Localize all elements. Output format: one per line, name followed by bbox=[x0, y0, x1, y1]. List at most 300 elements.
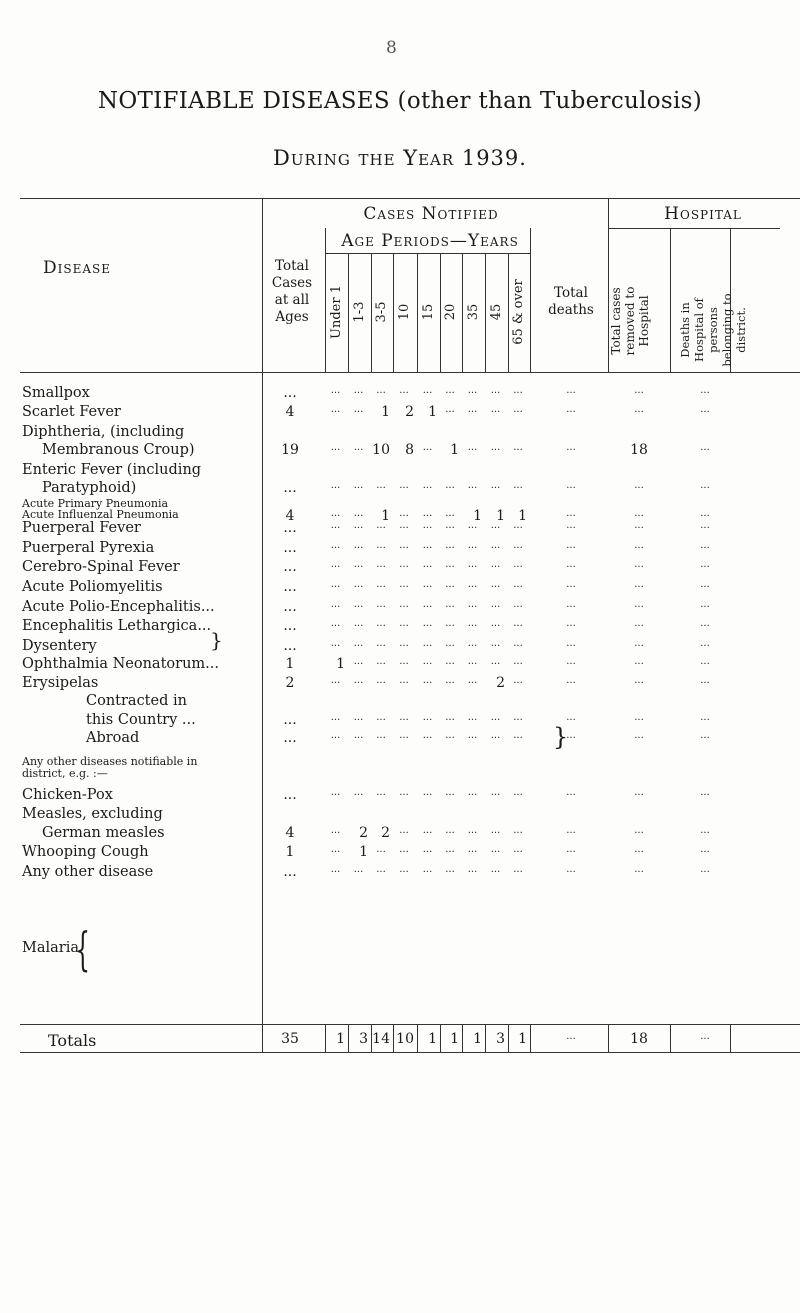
column-rule bbox=[393, 253, 394, 372]
age-cell: 1 bbox=[473, 508, 482, 524]
header-removed-to-hospital: Total cases removed to Hospital bbox=[609, 286, 651, 356]
column-rule bbox=[670, 1024, 671, 1052]
column-rule bbox=[485, 253, 486, 372]
deaths-cell: ... bbox=[566, 442, 576, 453]
age-cell: ... bbox=[330, 559, 341, 570]
age-cell: ... bbox=[445, 656, 455, 667]
header-age-periods: Age Periods—Years bbox=[341, 231, 519, 251]
age-cell: ... bbox=[330, 442, 341, 453]
age-cell: ... bbox=[513, 520, 523, 531]
age-cell: ... bbox=[330, 787, 341, 798]
age-cell: ... bbox=[467, 712, 478, 723]
age-cell: ... bbox=[513, 442, 523, 453]
deaths-cell: ... bbox=[566, 730, 576, 741]
age-col-header: 35 bbox=[465, 303, 481, 321]
age-cell: ... bbox=[376, 844, 386, 855]
age-cell: ... bbox=[490, 638, 501, 649]
hosp-deaths-cell: ... bbox=[700, 508, 710, 519]
age-cell: ... bbox=[376, 864, 386, 875]
age-cell: ... bbox=[467, 730, 478, 741]
hosp-deaths-cell: ... bbox=[700, 442, 710, 453]
row-rule bbox=[608, 228, 780, 229]
hosp-deaths-cell: ... bbox=[700, 675, 710, 686]
age-cell: ... bbox=[490, 712, 501, 723]
age-cell: ... bbox=[490, 404, 501, 415]
total-cases-cell: ... bbox=[283, 520, 297, 536]
age-cell: ... bbox=[422, 730, 433, 741]
age-cell: ... bbox=[399, 712, 409, 723]
row-rule bbox=[325, 253, 530, 254]
totals-age-cell: 14 bbox=[372, 1031, 390, 1047]
age-cell: ... bbox=[353, 638, 364, 649]
age-cell: ... bbox=[445, 712, 455, 723]
hosp-deaths-cell: ... bbox=[700, 579, 710, 590]
deaths-cell: ... bbox=[566, 508, 576, 519]
removed-cell: ... bbox=[634, 520, 644, 531]
age-cell: ... bbox=[330, 844, 341, 855]
age-cell: ... bbox=[490, 825, 501, 836]
age-cell: ... bbox=[353, 599, 364, 610]
age-cell: ... bbox=[330, 520, 341, 531]
page-title: NOTIFIABLE DISEASES (other than Tuberculosis) bbox=[97, 88, 703, 114]
disease-label: Abroad bbox=[86, 730, 140, 746]
removed-cell: ... bbox=[634, 385, 644, 396]
age-cell: ... bbox=[467, 787, 478, 798]
age-cell: ... bbox=[353, 559, 364, 570]
disease-label: Any other disease bbox=[22, 864, 154, 880]
age-cell: ... bbox=[399, 385, 409, 396]
disease-label: Chicken-Pox bbox=[22, 787, 113, 803]
totals-age-cell: 1 bbox=[428, 1031, 437, 1047]
disease-label: Scarlet Fever bbox=[22, 404, 121, 420]
age-cell: ... bbox=[330, 579, 341, 590]
age-cell: ... bbox=[467, 579, 478, 590]
disease-label: German measles bbox=[42, 825, 165, 841]
age-cell: ... bbox=[330, 599, 341, 610]
disease-label: Diphtheria, (including bbox=[22, 424, 185, 440]
age-cell: ... bbox=[467, 825, 478, 836]
age-cell: ... bbox=[490, 656, 501, 667]
page-subtitle: During the Year 1939. bbox=[273, 146, 527, 170]
age-cell: ... bbox=[399, 675, 409, 686]
age-cell: 2 bbox=[405, 404, 414, 420]
disease-label: Membranous Croup) bbox=[42, 442, 195, 458]
age-cell: ... bbox=[376, 675, 386, 686]
age-cell: ... bbox=[513, 675, 523, 686]
age-cell: ... bbox=[399, 520, 409, 531]
age-cell: ... bbox=[376, 540, 386, 551]
totals-label: Totals bbox=[48, 1031, 97, 1050]
column-rule bbox=[262, 198, 263, 1052]
hosp-deaths-cell: ... bbox=[700, 787, 710, 798]
age-cell: 2 bbox=[496, 675, 505, 691]
removed-cell: ... bbox=[634, 712, 644, 723]
age-cell: ... bbox=[467, 599, 478, 610]
column-rule bbox=[670, 228, 671, 372]
hosp-deaths-cell: ... bbox=[700, 480, 710, 491]
disease-label: Acute Primary Pneumonia bbox=[22, 497, 169, 510]
age-cell: ... bbox=[376, 559, 386, 570]
totals-removed-cell: 18 bbox=[630, 1031, 648, 1047]
age-cell: ... bbox=[330, 712, 341, 723]
age-cell: ... bbox=[330, 730, 341, 741]
age-cell: ... bbox=[353, 404, 364, 415]
age-cell: ... bbox=[422, 656, 433, 667]
malaria-label: Malaria bbox=[22, 940, 79, 956]
deaths-cell: ... bbox=[566, 618, 576, 629]
deaths-cell: ... bbox=[566, 638, 576, 649]
age-cell: ... bbox=[513, 579, 523, 590]
deaths-cell: ... bbox=[566, 787, 576, 798]
totals-age-cell: 1 bbox=[450, 1031, 459, 1047]
age-cell: ... bbox=[490, 599, 501, 610]
removed-cell: ... bbox=[634, 508, 644, 519]
total-cases-cell: ... bbox=[283, 540, 297, 556]
total-cases-cell: 4 bbox=[285, 825, 295, 841]
age-cell: ... bbox=[376, 618, 386, 629]
age-cell: 1 bbox=[336, 656, 345, 672]
deaths-cell: ... bbox=[566, 579, 576, 590]
age-cell: ... bbox=[330, 404, 341, 415]
age-cell: ... bbox=[353, 579, 364, 590]
age-cell: ... bbox=[399, 618, 409, 629]
deaths-cell: ... bbox=[566, 825, 576, 836]
age-cell: ... bbox=[376, 638, 386, 649]
totals-deaths-cell: ... bbox=[566, 1031, 576, 1042]
age-cell: ... bbox=[422, 864, 433, 875]
age-cell: ... bbox=[513, 864, 523, 875]
disease-label: Smallpox bbox=[22, 385, 90, 401]
hosp-deaths-cell: ... bbox=[700, 559, 710, 570]
age-cell: ... bbox=[399, 825, 409, 836]
age-cell: ... bbox=[467, 404, 478, 415]
removed-cell: ... bbox=[634, 864, 644, 875]
deaths-cell: ... bbox=[566, 520, 576, 531]
column-rule bbox=[530, 1024, 531, 1052]
hosp-deaths-cell: ... bbox=[700, 864, 710, 875]
age-cell: ... bbox=[490, 385, 501, 396]
hosp-deaths-cell: ... bbox=[700, 825, 710, 836]
age-cell: ... bbox=[513, 480, 523, 491]
age-cell: ... bbox=[376, 385, 386, 396]
removed-cell: ... bbox=[634, 540, 644, 551]
age-cell: ... bbox=[399, 864, 409, 875]
deaths-cell: ... bbox=[566, 844, 576, 855]
age-cell: ... bbox=[330, 618, 341, 629]
header-deaths-in-hospital: Deaths in Hospital of persons belonging to district. bbox=[678, 293, 748, 367]
total-cases-cell: 19 bbox=[281, 442, 299, 458]
malaria-brace: { bbox=[75, 922, 90, 976]
removed-cell: ... bbox=[634, 656, 644, 667]
age-cell: ... bbox=[513, 638, 523, 649]
age-cell: ... bbox=[445, 675, 455, 686]
totals-age-cell: 3 bbox=[496, 1031, 505, 1047]
age-cell: ... bbox=[353, 730, 364, 741]
age-cell: ... bbox=[445, 599, 455, 610]
age-cell: ... bbox=[513, 844, 523, 855]
total-cases-cell: 1 bbox=[285, 656, 295, 672]
hosp-deaths-cell: ... bbox=[700, 638, 710, 649]
age-cell: ... bbox=[467, 618, 478, 629]
disease-label: this Country ... bbox=[86, 712, 196, 728]
total-cases-cell: ... bbox=[283, 559, 297, 575]
age-cell: ... bbox=[422, 480, 433, 491]
column-rule bbox=[730, 1024, 731, 1052]
age-cell: ... bbox=[445, 559, 455, 570]
age-cell: ... bbox=[513, 730, 523, 741]
age-cell: ... bbox=[445, 825, 455, 836]
removed-cell: ... bbox=[634, 404, 644, 415]
age-cell: ... bbox=[376, 787, 386, 798]
row-rule bbox=[20, 1052, 800, 1053]
age-cell: ... bbox=[353, 385, 364, 396]
pneumonia-brace: } bbox=[210, 628, 223, 652]
header-hospital: Hospital bbox=[664, 204, 742, 224]
age-cell: ... bbox=[490, 787, 501, 798]
age-cell: ... bbox=[330, 825, 341, 836]
age-cell: ... bbox=[422, 599, 433, 610]
deaths-cell: ... bbox=[566, 480, 576, 491]
column-rule bbox=[348, 253, 349, 372]
deaths-cell: ... bbox=[566, 656, 576, 667]
age-cell: 1 bbox=[381, 508, 390, 524]
removed-cell: ... bbox=[634, 844, 644, 855]
age-cell: ... bbox=[445, 520, 455, 531]
age-cell: ... bbox=[445, 540, 455, 551]
age-cell: ... bbox=[445, 787, 455, 798]
age-cell: 1 bbox=[450, 442, 459, 458]
age-cell: ... bbox=[422, 540, 433, 551]
age-cell: ... bbox=[490, 559, 501, 570]
age-cell: 2 bbox=[381, 825, 390, 841]
total-cases-cell: ... bbox=[283, 579, 297, 595]
age-cell: ... bbox=[467, 520, 478, 531]
age-cell: ... bbox=[399, 730, 409, 741]
age-cell: ... bbox=[445, 864, 455, 875]
age-cell: ... bbox=[490, 864, 501, 875]
hosp-deaths-cell: ... bbox=[700, 656, 710, 667]
age-cell: ... bbox=[353, 787, 364, 798]
age-cell: ... bbox=[399, 844, 409, 855]
age-cell: ... bbox=[490, 579, 501, 590]
page-number: 8 bbox=[386, 38, 397, 58]
age-cell: ... bbox=[376, 712, 386, 723]
age-cell: ... bbox=[467, 480, 478, 491]
age-cell: 1 bbox=[496, 508, 505, 524]
header-disease: Disease bbox=[43, 258, 111, 278]
age-cell: ... bbox=[490, 520, 501, 531]
total-cases-cell: ... bbox=[283, 787, 297, 803]
age-cell: ... bbox=[330, 480, 341, 491]
header-cases-notified: Cases Notified bbox=[363, 204, 499, 224]
hosp-deaths-cell: ... bbox=[700, 540, 710, 551]
disease-label: Ophthalmia Neonatorum... bbox=[22, 656, 219, 672]
age-cell: ... bbox=[467, 675, 478, 686]
age-cell: ... bbox=[422, 787, 433, 798]
age-cell: ... bbox=[353, 618, 364, 629]
age-cell: ... bbox=[513, 656, 523, 667]
row-rule bbox=[20, 1024, 800, 1025]
age-cell: ... bbox=[422, 675, 433, 686]
age-cell: ... bbox=[467, 656, 478, 667]
age-cell: ... bbox=[330, 864, 341, 875]
column-rule bbox=[462, 253, 463, 372]
deaths-cell: ... bbox=[566, 404, 576, 415]
age-cell: ... bbox=[353, 480, 364, 491]
disease-label: Measles, excluding bbox=[22, 806, 163, 822]
disease-label: Enteric Fever (including bbox=[22, 462, 202, 478]
age-cell: ... bbox=[353, 520, 364, 531]
total-cases-cell: ... bbox=[283, 385, 297, 401]
puerperal-brace: } bbox=[553, 723, 569, 751]
age-cell: ... bbox=[376, 656, 386, 667]
total-cases-cell: 4 bbox=[285, 508, 295, 524]
deaths-cell: ... bbox=[566, 385, 576, 396]
age-cell: ... bbox=[513, 599, 523, 610]
age-col-header: 1-3 bbox=[351, 301, 367, 323]
totals-age-cell: 1 bbox=[473, 1031, 482, 1047]
age-cell: ... bbox=[513, 540, 523, 551]
age-cell: ... bbox=[467, 864, 478, 875]
disease-label: Erysipelas bbox=[22, 675, 99, 691]
age-cell: ... bbox=[445, 730, 455, 741]
age-cell: 2 bbox=[359, 825, 368, 841]
age-cell: ... bbox=[422, 385, 433, 396]
age-cell: ... bbox=[467, 540, 478, 551]
total-cases-cell: ... bbox=[283, 730, 297, 746]
totals-hosp-deaths-cell: ... bbox=[700, 1031, 710, 1042]
age-cell: ... bbox=[376, 599, 386, 610]
row-rule bbox=[20, 198, 800, 199]
hosp-deaths-cell: ... bbox=[700, 599, 710, 610]
age-cell: ... bbox=[422, 508, 433, 519]
totals-age-cell: 1 bbox=[336, 1031, 345, 1047]
age-cell: ... bbox=[399, 579, 409, 590]
removed-cell: ... bbox=[634, 730, 644, 741]
disease-label: Cerebro-Spinal Fever bbox=[22, 559, 180, 575]
age-cell: ... bbox=[353, 712, 364, 723]
age-cell: ... bbox=[353, 656, 364, 667]
age-cell: ... bbox=[399, 638, 409, 649]
deaths-cell: ... bbox=[566, 559, 576, 570]
age-col-header: 3-5 bbox=[374, 301, 389, 323]
age-cell: 1 bbox=[428, 404, 437, 420]
age-cell: ... bbox=[513, 618, 523, 629]
total-cases-cell: 4 bbox=[285, 404, 295, 420]
age-col-header: 65 & over bbox=[511, 279, 526, 345]
disease-label: Acute Polio-Encephalitis... bbox=[22, 599, 215, 615]
age-cell: ... bbox=[422, 442, 433, 453]
age-cell: ... bbox=[490, 844, 501, 855]
age-cell: ... bbox=[330, 675, 341, 686]
deaths-cell: ... bbox=[566, 864, 576, 875]
disease-label: Paratyphoid) bbox=[42, 480, 137, 496]
age-cell: ... bbox=[445, 579, 455, 590]
age-cell: ... bbox=[422, 579, 433, 590]
disease-label: Whooping Cough bbox=[22, 844, 149, 860]
disease-label: Any other diseases notifiable in bbox=[22, 755, 198, 768]
age-cell: ... bbox=[467, 385, 478, 396]
age-cell: ... bbox=[490, 730, 501, 741]
age-cell: ... bbox=[490, 442, 501, 453]
removed-cell: 18 bbox=[630, 442, 648, 458]
hosp-deaths-cell: ... bbox=[700, 618, 710, 629]
age-cell: ... bbox=[376, 520, 386, 531]
age-cell: ... bbox=[353, 540, 364, 551]
total-cases-cell: ... bbox=[283, 480, 297, 496]
age-cell: 1 bbox=[359, 844, 368, 860]
age-cell: ... bbox=[330, 385, 341, 396]
age-cell: ... bbox=[422, 618, 433, 629]
age-cell: ... bbox=[445, 385, 455, 396]
age-col-header: 20 bbox=[443, 303, 458, 321]
hosp-deaths-cell: ... bbox=[700, 385, 710, 396]
column-rule bbox=[508, 253, 509, 372]
age-cell: ... bbox=[513, 385, 523, 396]
deaths-cell: ... bbox=[566, 540, 576, 551]
age-cell: ... bbox=[399, 480, 409, 491]
removed-cell: ... bbox=[634, 618, 644, 629]
removed-cell: ... bbox=[634, 675, 644, 686]
age-col-header: 10 bbox=[397, 303, 412, 321]
age-cell: ... bbox=[376, 730, 386, 741]
disease-label: Encephalitis Lethargica... bbox=[22, 618, 212, 634]
age-cell: ... bbox=[445, 480, 455, 491]
age-cell: ... bbox=[399, 599, 409, 610]
removed-cell: ... bbox=[634, 559, 644, 570]
deaths-cell: ... bbox=[566, 712, 576, 723]
hosp-deaths-cell: ... bbox=[700, 404, 710, 415]
age-cell: ... bbox=[330, 638, 341, 649]
age-cell: ... bbox=[399, 559, 409, 570]
age-cell: ... bbox=[422, 844, 433, 855]
age-cell: 8 bbox=[405, 442, 414, 458]
age-cell: ... bbox=[490, 618, 501, 629]
age-cell: ... bbox=[467, 844, 478, 855]
age-cell: 1 bbox=[381, 404, 390, 420]
totals-age-cell: 3 bbox=[359, 1031, 368, 1047]
age-cell: ... bbox=[513, 787, 523, 798]
age-col-header: 15 bbox=[420, 303, 436, 321]
total-cases-cell: ... bbox=[283, 864, 297, 880]
deaths-cell: ... bbox=[566, 675, 576, 686]
disease-label: Contracted in bbox=[86, 693, 187, 709]
hosp-deaths-cell: ... bbox=[700, 844, 710, 855]
column-rule bbox=[608, 1024, 609, 1052]
hosp-deaths-cell: ... bbox=[700, 520, 710, 531]
age-cell: ... bbox=[513, 712, 523, 723]
age-cell: ... bbox=[353, 442, 364, 453]
age-cell: ... bbox=[399, 787, 409, 798]
age-cell: ... bbox=[445, 404, 455, 415]
age-cell: 1 bbox=[518, 508, 527, 524]
total-cases-cell: ... bbox=[283, 618, 297, 634]
age-col-header: 45 bbox=[488, 303, 504, 321]
totals-age-cell: 10 bbox=[396, 1031, 414, 1047]
disease-label: Acute Poliomyelitis bbox=[22, 579, 163, 595]
age-cell: ... bbox=[467, 638, 478, 649]
age-cell: ... bbox=[445, 508, 455, 519]
hosp-deaths-cell: ... bbox=[700, 730, 710, 741]
age-cell: 10 bbox=[372, 442, 390, 458]
age-cell: ... bbox=[422, 825, 433, 836]
header-total-cases: Total Cases at all Ages bbox=[271, 258, 313, 325]
age-cell: ... bbox=[399, 508, 409, 519]
removed-cell: ... bbox=[634, 638, 644, 649]
column-rule bbox=[371, 253, 372, 372]
age-cell: ... bbox=[490, 540, 501, 551]
column-rule bbox=[440, 253, 441, 372]
